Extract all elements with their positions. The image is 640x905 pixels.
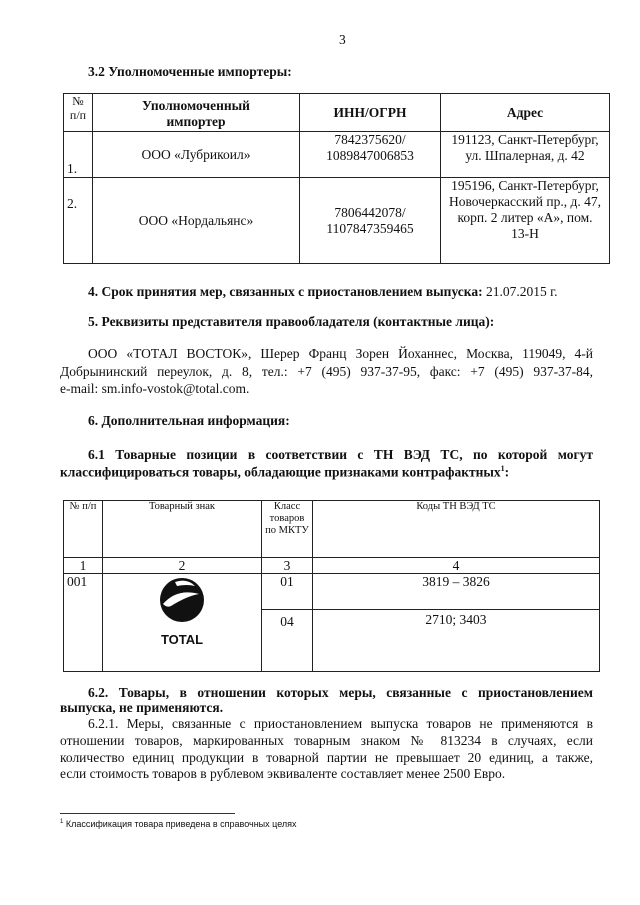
header-class: Класс товаров по МКТУ xyxy=(262,501,313,558)
section-6-2-1-line: 6.2.1. Меры, связанные с приостановлением выпуска товаров не применяются в xyxy=(88,716,593,731)
header-address: Адрес xyxy=(441,94,610,132)
contact-line: ООО «ТОТАЛ ВОСТОК», Шерер Франц Зорен Йоханнес, Москва, 119049, 4-й xyxy=(88,346,593,361)
column-numbers-row xyxy=(64,558,600,574)
section-6-2-line: 6.2. Товары, в отношении которых меры, связанные с приостановлением xyxy=(88,685,593,700)
ogrn: 1107847359465 xyxy=(326,220,414,236)
ogrn: 1089847006853 xyxy=(326,148,414,163)
address-line: 13-Н xyxy=(511,226,539,241)
section-4-date: 21.07.2015 г. xyxy=(486,284,558,299)
page-number: 3 xyxy=(339,32,346,47)
row-num: 2. xyxy=(64,178,93,264)
row-num: 001 xyxy=(64,574,103,672)
table-header-row xyxy=(64,501,600,558)
importer-name: ООО «Нордальянс» xyxy=(93,178,300,264)
footnote-ref: 1 xyxy=(500,464,505,473)
section-6-2-1-line: если стоимость товаров в рублевом эквиваленте составляет менее 2500 Евро. xyxy=(60,766,506,781)
table-row xyxy=(64,132,610,178)
inn-ogrn xyxy=(300,178,441,264)
header-num: № п/п xyxy=(64,94,93,132)
table-row xyxy=(64,178,610,264)
col-number: 4 xyxy=(313,558,600,574)
codes-value: 2710; 3403 xyxy=(313,610,600,672)
address-line: ул. Шпалерная, д. 42 xyxy=(465,148,585,163)
codes-value: 3819 – 3826 xyxy=(313,574,600,610)
col-number: 2 xyxy=(103,558,262,574)
section-6-1-text: классифицироваться товары, обладающие признаками контрафактных xyxy=(60,464,501,480)
table-header-row xyxy=(64,94,610,132)
inn: 7842375620/ xyxy=(334,132,406,147)
col-number: 1 xyxy=(64,558,103,574)
footnote-divider xyxy=(60,813,235,814)
header-trademark: Товарный знак xyxy=(103,501,262,558)
logo-text: TOTAL xyxy=(160,632,204,647)
header-num: № п/п xyxy=(64,501,103,558)
section-5-title: 5. Реквизиты представителя правообладателя (контактные лица): xyxy=(88,314,495,329)
address xyxy=(441,132,610,178)
footnote-text: Классификация товара приведена в справочных целях xyxy=(65,819,297,829)
header-inn: ИНН/ОГРН xyxy=(300,94,441,132)
inn-ogrn xyxy=(300,132,441,178)
address xyxy=(441,178,610,264)
importers-table xyxy=(63,93,610,264)
section-3-2-title: 3.2 Уполномоченные импортеры: xyxy=(88,64,292,79)
address-line: Новочеркасский пр., д. 47, xyxy=(448,194,602,209)
col-number: 3 xyxy=(262,558,313,574)
contact-line: Добрынинский переулок, д. 8, тел.: +7 (495) 937-37-95, факс: +7 (495) 937-37-84, xyxy=(60,364,593,379)
contact-email: e-mail: sm.info-vostok@total.com. xyxy=(60,381,250,396)
trademark-logo xyxy=(103,574,262,672)
footnote-mark: 1 xyxy=(60,819,64,825)
row-num: 1. xyxy=(64,132,93,178)
class-value: 01 xyxy=(262,574,313,610)
total-logo-icon xyxy=(147,574,217,656)
section-4-label: 4. Срок принятия мер, связанных с приостановлением выпуска: xyxy=(88,284,483,299)
section-4 xyxy=(88,284,558,300)
inn: 7806442078/ xyxy=(334,204,406,220)
section-6-1-line: классифицироваться товары, обладающие признаками контрафактных$^1$: xyxy=(60,464,510,480)
address-line: корп. 2 литер «А», пом. xyxy=(457,210,593,225)
header-codes: Коды ТН ВЭД ТС xyxy=(313,501,600,558)
section-6-2-1-line: количество единиц продукции в товарной партии не превышает 20 единиц, а также, xyxy=(60,750,593,765)
footnote xyxy=(60,819,297,829)
class-value: 04 xyxy=(262,610,313,672)
section-6-2-1-line: отношении товаров, маркированных товарным знаком № 813234 в случаях, если xyxy=(60,733,593,748)
table-row xyxy=(64,574,600,610)
header-importer: Уполномоченный импортер xyxy=(93,94,300,132)
address-line: 195196, Санкт-Петербург, xyxy=(451,178,599,193)
section-6-1-line: 6.1 Товарные позиции в соответствии с ТН ВЭД ТС, по которой могут xyxy=(88,447,593,462)
importer-name: ООО «Лубрикоил» xyxy=(93,132,300,178)
section-6-2-line: выпуска, не применяются. xyxy=(60,700,224,715)
goods-table xyxy=(63,500,600,672)
section-6-title: 6. Дополнительная информация: xyxy=(88,413,290,428)
address-line: 191123, Санкт-Петербург, xyxy=(451,132,599,147)
